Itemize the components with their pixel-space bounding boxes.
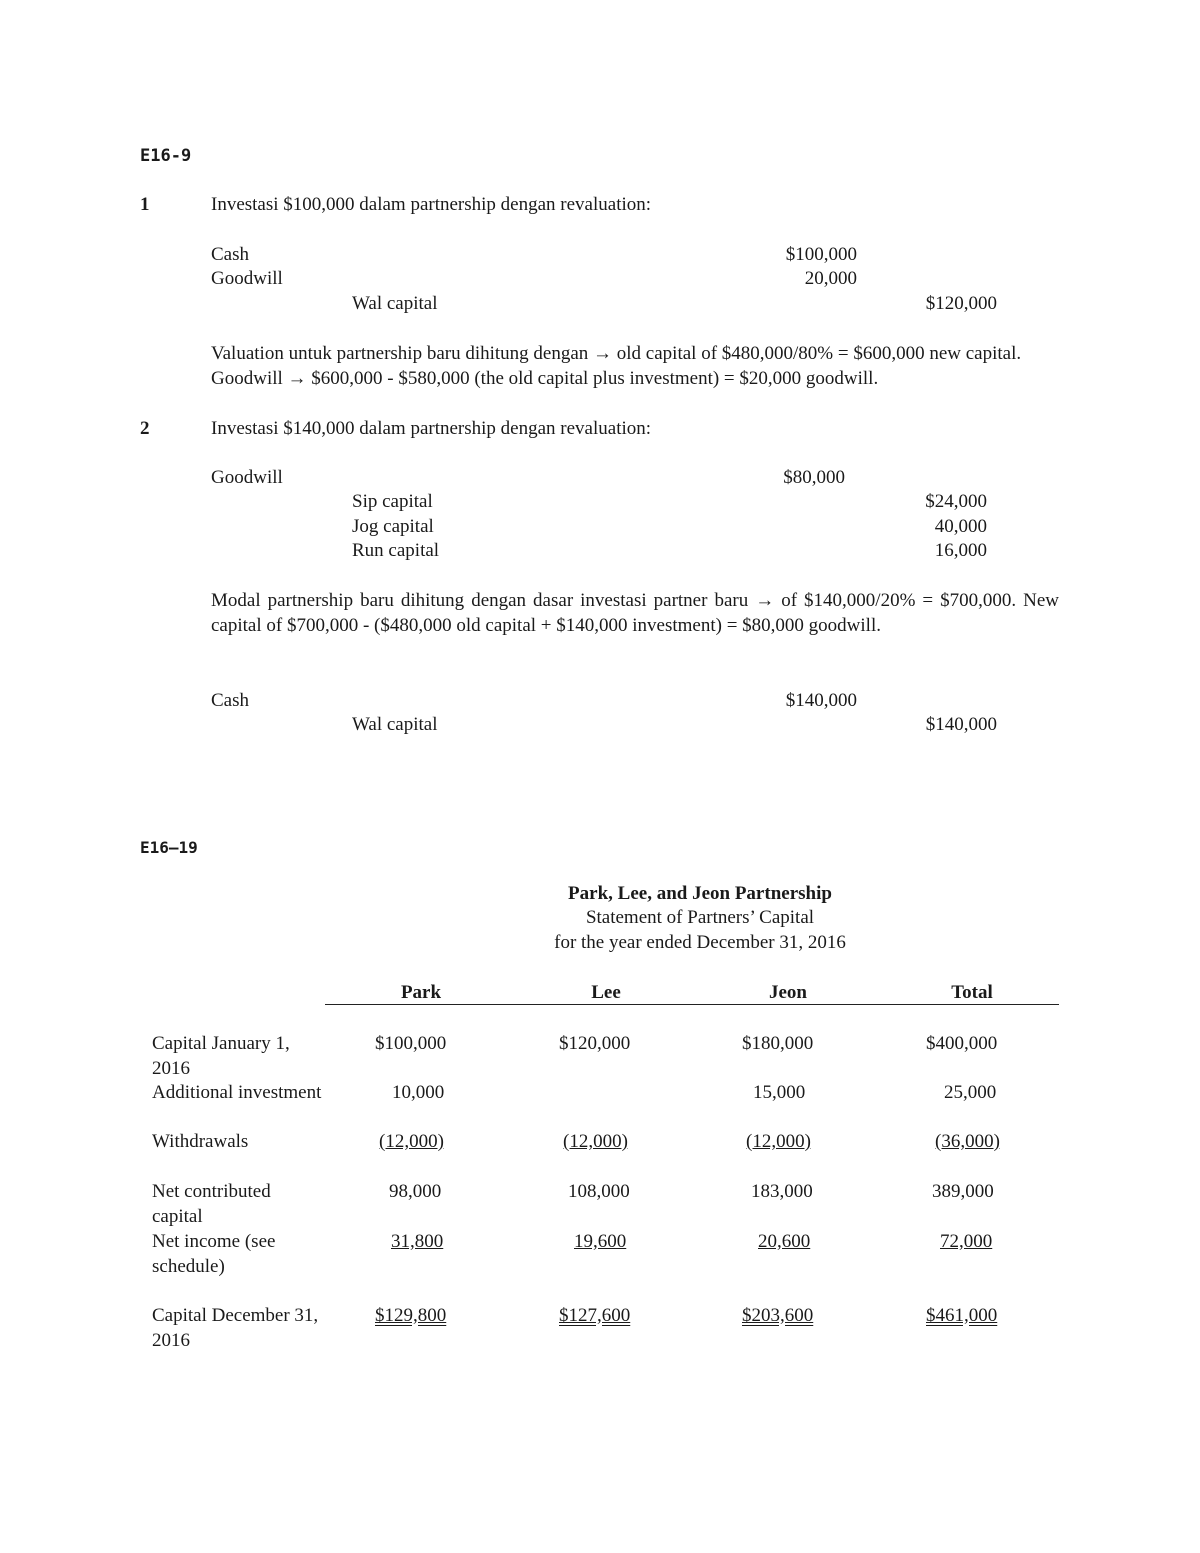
statement-period: for the year ended December 31, 2016: [554, 932, 846, 953]
entry2-account: Run capital: [352, 540, 440, 561]
entry3-account: Wal capital: [352, 714, 438, 735]
entry2-credit: $24,000: [925, 491, 987, 512]
entry2-account: Sip capital: [352, 491, 433, 512]
row-label: Capital December 31, 2016: [152, 1305, 319, 1351]
part2-heading: Investasi $140,000 dalam partnership dengan revaluation:: [211, 418, 652, 439]
entry2-account: Goodwill: [211, 467, 283, 488]
entry2-credit: 16,000: [934, 540, 987, 561]
cell-park: 10,000: [392, 1082, 445, 1103]
cell-park: (12,000): [379, 1131, 444, 1152]
cell-total: $400,000: [926, 1033, 998, 1054]
part-number-2: 2: [140, 418, 150, 439]
row-label: Additional investment: [152, 1082, 322, 1103]
cell-lee: $127,600: [559, 1305, 631, 1326]
cell-park: 98,000: [389, 1181, 442, 1202]
part1-note: Valuation untuk partnership baru dihitung dengan → old capital of $480,000/80% = $600,000 new capital. Goodwill → $600,000 - $580,000 (the old capital plus investment) = $20,000 goodwill.: [211, 343, 1022, 389]
entry2-credit: 40,000: [934, 516, 987, 537]
row-label: Net income (see schedule): [152, 1231, 276, 1277]
part1-heading: Investasi $100,000 dalam partnership dengan revaluation:: [211, 194, 652, 215]
cell-total: 389,000: [932, 1181, 994, 1202]
cell-park: 31,800: [391, 1231, 444, 1252]
entry2-account: Jog capital: [352, 516, 434, 537]
cell-total: 72,000: [940, 1231, 993, 1252]
cell-jeon: 183,000: [751, 1181, 813, 1202]
column-header-lee: Lee: [591, 982, 621, 1003]
entry2-debit: $80,000: [783, 467, 845, 488]
cell-total: 25,000: [944, 1082, 997, 1103]
cell-total: $461,000: [926, 1305, 998, 1326]
row-label: Withdrawals: [152, 1131, 249, 1152]
cell-lee: 108,000: [568, 1181, 630, 1202]
part2-note: Modal partnership baru dihitung dengan dasar investasi partner baru → of $140,000/20% = $700,000. New capital of $700,000 - ($480,000 old capital + $140,000 investment) = $80,000 goodwill.: [211, 590, 1059, 636]
exercise-title-e16-9: E16-9: [140, 146, 192, 166]
entry1-account: Cash: [211, 244, 249, 265]
cell-jeon: 20,600: [758, 1231, 811, 1252]
part-number-1: 1: [140, 194, 150, 215]
cell-total: (36,000): [935, 1131, 1000, 1152]
entry1-debit: $100,000: [785, 244, 857, 265]
cell-park: $100,000: [375, 1033, 447, 1054]
entry3-account: Cash: [211, 690, 249, 711]
statement-title: Park, Lee, and Jeon Partnership: [568, 883, 832, 904]
exercise-title-e16-19: E16–19: [140, 838, 198, 857]
row-label: Net contributed capital: [152, 1181, 271, 1227]
cell-jeon: $203,600: [742, 1305, 814, 1326]
cell-jeon: 15,000: [753, 1082, 806, 1103]
entry1-account: Goodwill: [211, 268, 283, 289]
entry1-credit: $120,000: [925, 293, 997, 314]
cell-jeon: (12,000): [746, 1131, 811, 1152]
entry1-account: Wal capital: [352, 293, 438, 314]
cell-park: $129,800: [375, 1305, 447, 1326]
cell-lee: (12,000): [563, 1131, 628, 1152]
cell-lee: $120,000: [559, 1033, 631, 1054]
column-header-jeon: Jeon: [769, 982, 807, 1003]
entry3-debit: $140,000: [785, 690, 857, 711]
column-header-park: Park: [400, 982, 442, 1003]
cell-jeon: $180,000: [742, 1033, 814, 1054]
cell-lee: 19,600: [574, 1231, 627, 1252]
row-label: Capital January 1, 2016: [152, 1033, 290, 1079]
entry1-debit: 20,000: [804, 268, 857, 289]
column-header-total: Total: [951, 982, 993, 1003]
statement-subtitle: Statement of Partners’ Capital: [585, 907, 815, 928]
entry3-credit: $140,000: [925, 714, 997, 735]
header-rule: [325, 1004, 1059, 1005]
